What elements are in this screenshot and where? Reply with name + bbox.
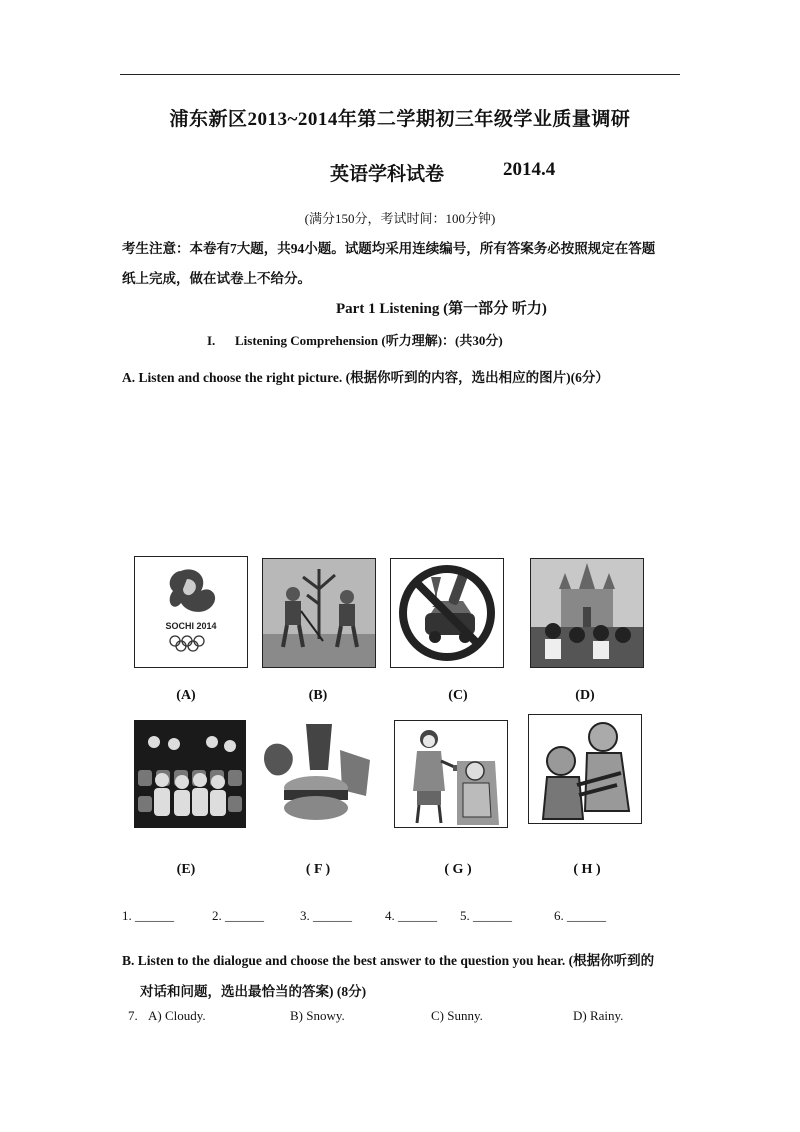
picture-h-label: ( H ) [573,862,601,877]
question-7-option-c[interactable]: C) Sunny. [431,1008,483,1023]
picture-c [390,558,504,668]
section-b-instruction-line-1: B. Listen to the dialogue and choose the best answer to the question you hear. (根据你听到的 [122,953,655,968]
answer-blank-2[interactable]: 2. ______ [212,908,264,923]
section-1-number: I. [207,333,216,348]
fast-food-icon [262,720,374,828]
sochi-2014-olympic-logo-icon [135,557,247,667]
notice-line-1: 考生注意：本卷有7大题，共94小题。试题均采用连续编号，所有答案务必按照规定在答题 [122,241,656,256]
picture-c-label: (C) [448,688,468,703]
tree-planting-icon [263,559,375,667]
full-score-note: (满分150分，考试时间：100分钟) [304,211,496,226]
no-drink-driving-icon [391,559,503,667]
exam-title: 浦东新区2013~2014年第二学期初三年级学业质量调研 [169,109,631,130]
section-a-instruction: A. Listen and choose the right picture. (根据你听到的内容，选出相应的图片)(6分） [122,370,609,385]
picture-e-label: (E) [176,862,196,877]
top-rule [120,74,680,75]
disneyland-castle-icon [531,559,643,667]
answer-blank-6[interactable]: 6. ______ [554,908,606,923]
section-b-instruction-line-2: 对话和问题，选出最恰当的答案) (8分) [140,984,367,999]
picture-b [262,558,376,668]
picture-a-label: (A) [176,688,196,703]
cinema-audience-icon [134,720,246,828]
answer-blank-1[interactable]: 1. ______ [122,908,174,923]
picture-a [134,556,248,668]
picture-f [262,720,374,828]
answer-blank-3[interactable]: 3. ______ [300,908,352,923]
hugging-child-icon [529,715,641,823]
question-7-option-a[interactable]: A) Cloudy. [148,1008,206,1023]
answer-blank-4[interactable]: 4. ______ [385,908,437,923]
serving-elderly-icon [395,721,507,827]
picture-b-label: (B) [308,688,328,703]
picture-h [528,714,642,824]
picture-g-label: ( G ) [444,862,472,877]
picture-d [530,558,644,668]
exam-subtitle: 英语学科试卷 [330,164,445,185]
picture-f-label: ( F ) [305,862,331,877]
picture-d-label: (D) [575,688,595,703]
answer-blank-5[interactable]: 5. ______ [460,908,512,923]
picture-g [394,720,508,828]
sochi-logo-text: SOCHI 2014 [165,621,217,631]
section-1-heading [207,330,503,349]
picture-e [134,720,246,828]
part1-heading: Part 1 Listening (第一部分 听力) [336,301,547,317]
notice-line-2: 纸上完成，做在试卷上不给分。 [122,271,311,286]
question-7-option-b[interactable]: B) Snowy. [290,1008,345,1023]
question-7-option-d[interactable]: D) Rainy. [573,1008,624,1023]
question-7-number: 7. [128,1008,138,1023]
exam-date: 2014.4 [503,159,556,180]
section-1-title: Listening Comprehension (听力理解)：(共30分) [235,333,503,348]
